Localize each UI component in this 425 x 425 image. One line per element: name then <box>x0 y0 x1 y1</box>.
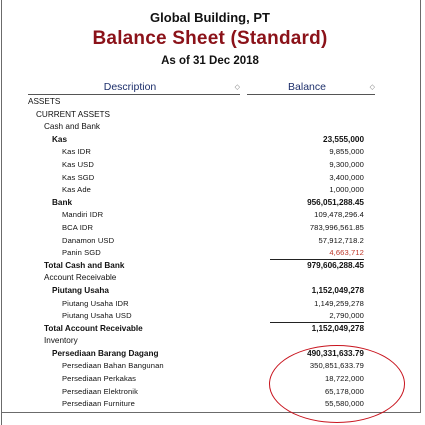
row-balance: 57,912,718.2 <box>318 235 364 245</box>
table-row[interactable] <box>0 285 420 298</box>
table-row[interactable] <box>0 209 420 222</box>
row-description: Total Account Receivable <box>44 323 143 333</box>
row-balance: 979,606,288.45 <box>307 260 364 270</box>
table-row[interactable] <box>0 260 420 273</box>
row-description: Inventory <box>44 336 78 346</box>
table-row[interactable] <box>0 96 420 109</box>
column-header-description-label: Description <box>103 81 157 93</box>
column-header-description[interactable] <box>28 81 240 95</box>
row-description: Persediaan Barang Dagang <box>52 348 159 358</box>
row-balance: 1,000,000 <box>329 185 364 195</box>
window-right-border <box>420 0 421 412</box>
row-description: CURRENT ASSETS <box>36 109 111 119</box>
row-balance: 4,663,712 <box>329 248 364 258</box>
table-row[interactable] <box>0 272 420 285</box>
company-name: Global Building, PT <box>150 10 270 25</box>
diamond-sort-icon[interactable]: ◇ <box>369 84 375 91</box>
table-row[interactable] <box>0 159 420 172</box>
row-description: Bank <box>52 197 73 207</box>
report-title: Balance Sheet (Standard) <box>92 28 328 49</box>
table-row[interactable] <box>0 109 420 122</box>
row-balance: 350,851,633.79 <box>309 361 364 371</box>
table-row[interactable] <box>0 247 420 260</box>
table-row[interactable] <box>0 323 420 336</box>
table-row[interactable] <box>0 298 420 311</box>
row-balance: 490,331,633.79 <box>307 348 364 358</box>
row-balance: 956,051,288.45 <box>307 197 364 207</box>
table-row[interactable] <box>0 235 420 248</box>
row-description: Kas USD <box>62 159 94 169</box>
row-description: Piutang Usaha IDR <box>62 298 129 308</box>
table-row[interactable] <box>0 184 420 197</box>
row-description: Panin SGD <box>62 248 101 258</box>
row-description: Piutang Usaha USD <box>62 311 132 321</box>
row-description: Kas <box>52 134 68 144</box>
row-balance: 783,996,561.85 <box>309 222 364 232</box>
row-balance: 65,178,000 <box>324 386 364 396</box>
row-balance: 2,790,000 <box>329 311 364 321</box>
row-description: Total Cash and Bank <box>44 260 125 270</box>
row-balance: 55,580,000 <box>324 399 364 409</box>
row-balance: 18,722,000 <box>324 374 364 384</box>
row-balance: 1,152,049,278 <box>311 285 364 295</box>
table-row[interactable] <box>0 146 420 159</box>
diamond-sort-icon[interactable]: ◇ <box>234 84 240 91</box>
row-description: Kas SGD <box>62 172 95 182</box>
row-description: BCA IDR <box>62 222 94 232</box>
row-description: Persediaan Furniture <box>62 399 135 409</box>
table-row[interactable] <box>0 222 420 235</box>
table-row[interactable] <box>0 121 420 134</box>
row-description: Piutang Usaha <box>52 285 109 295</box>
row-balance: 23,555,000 <box>323 134 364 144</box>
row-description: Account Receivable <box>44 273 117 283</box>
row-balance: 3,400,000 <box>329 172 364 182</box>
row-description: Kas IDR <box>62 147 91 157</box>
row-description: Persediaan Bahan Bangunan <box>62 361 164 371</box>
row-balance: 9,300,000 <box>329 159 364 169</box>
table-row[interactable] <box>0 310 420 323</box>
row-description: Persediaan Perkakas <box>62 374 137 384</box>
row-description: Cash and Bank <box>44 122 100 132</box>
table-row[interactable] <box>0 134 420 147</box>
table-row[interactable] <box>0 172 420 185</box>
row-description: Mandiri IDR <box>62 210 104 220</box>
report-date: As of 31 Dec 2018 <box>161 55 259 67</box>
row-balance: 9,855,000 <box>329 147 364 157</box>
row-balance: 1,149,259,278 <box>314 298 364 308</box>
row-description: Persediaan Elektronik <box>62 386 138 396</box>
row-balance: 1,152,049,278 <box>311 323 364 333</box>
row-description: Kas Ade <box>62 185 91 195</box>
column-header-balance[interactable] <box>247 81 375 95</box>
row-description: ASSETS <box>28 97 61 106</box>
table-row[interactable] <box>0 197 420 210</box>
column-header-balance-label: Balance <box>288 81 326 93</box>
row-description: Danamon USD <box>62 235 115 245</box>
row-balance: 109,478,296.4 <box>314 210 364 220</box>
highlight-ellipse-annotation <box>269 345 405 423</box>
